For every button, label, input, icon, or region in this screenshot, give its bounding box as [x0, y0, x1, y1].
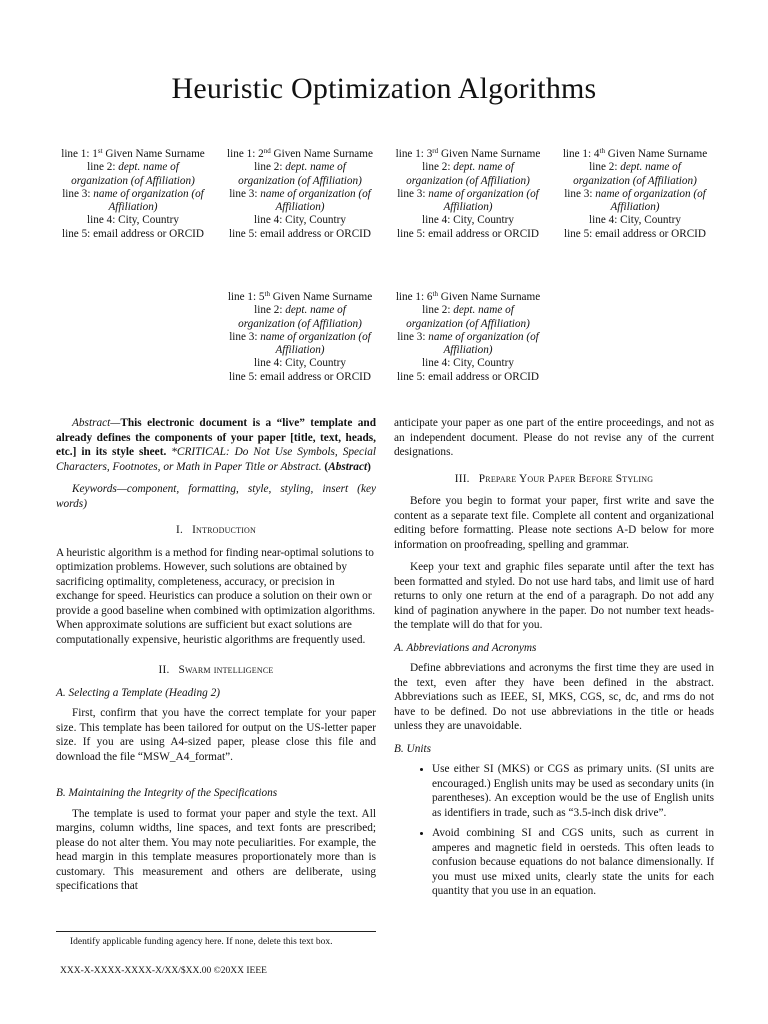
author-line-4: line 4: City, Country — [87, 214, 179, 227]
author-line-5: line 5: email address or ORCID — [229, 227, 371, 240]
author-line-5: line 5: email address or ORCID — [62, 227, 204, 240]
author-line-2b: organization (of Affiliation) — [238, 174, 362, 187]
author-line-1: line 1: 5th Given Name Surname — [227, 290, 373, 303]
author-line-5: line 5: email address or ORCID — [229, 370, 371, 383]
units-list — [394, 762, 714, 899]
introduction-body: A heuristic algorithm is a method for finding near-optimal solutions to optimization problems. However, such solutions are obtained by sacrificing optimality, completeness, accuracy, or precision in exchange for speed. Heuristics can produce a solution on their own or provide a good baseline when combined with optimization algorithms. When approximate solutions are sufficient but exact solutions are computationally expensive, heuristic algorithms are frequently used. — [56, 546, 376, 646]
author-line-1: line 1: 3rd Given Name Surname — [395, 147, 541, 160]
subsection-heading-selecting-template: A. Selecting a Template (Heading 2) — [56, 686, 220, 699]
author-line-3b: Affiliation) — [275, 201, 325, 214]
author-block-2 — [222, 148, 378, 241]
author-line-3: line 3: name of organization (of — [62, 187, 204, 200]
author-line-1: line 1: 4th Given Name Surname — [562, 147, 708, 160]
author-block-6 — [390, 291, 546, 384]
author-line-2: line 2: dept. name of — [254, 161, 346, 174]
author-line-3b: Affiliation) — [108, 201, 158, 214]
author-line-2b: organization (of Affiliation) — [71, 174, 195, 187]
integrity-body-continued: anticipate your paper as one part of the entire proceedings, and not as an independent document. Please do not revise any of the current designations. — [394, 417, 714, 458]
author-line-4: line 4: City, Country — [422, 357, 514, 370]
footnote-divider — [56, 931, 376, 932]
author-line-3: line 3: name of organization (of — [229, 330, 371, 343]
author-line-2b: organization (of Affiliation) — [406, 317, 530, 330]
author-line-4: line 4: City, Country — [422, 214, 514, 227]
author-line-4: line 4: City, Country — [589, 214, 681, 227]
abstract: Abstract—This electronic document is a “live” template and already defines the components of your paper [title, text, heads, etc.] in its style sheet. *CRITICAL: Do Not Use Symbols, Special Characters, Footnotes, or Math in Paper Title or Abstract. (Abstract) — [56, 417, 376, 473]
author-line-2: line 2: dept. name of — [589, 161, 681, 174]
author-line-2b: organization (of Affiliation) — [238, 317, 362, 330]
author-line-3: line 3: name of organization (of — [564, 187, 706, 200]
subsection-heading-abbreviations: A. Abbreviations and Acronyms — [394, 641, 537, 654]
author-line-2: line 2: dept. name of — [422, 161, 514, 174]
author-line-3: line 3: name of organization (of — [397, 187, 539, 200]
author-line-2b: organization (of Affiliation) — [406, 174, 530, 187]
section-heading-introduction: I. Introduction — [175, 524, 256, 536]
author-line-1: line 1: 6th Given Name Surname — [395, 290, 541, 303]
author-line-5: line 5: email address or ORCID — [564, 227, 706, 240]
author-line-5: line 5: email address or ORCID — [397, 227, 539, 240]
prepare-paragraph-1: Before you begin to format your paper, first write and save the content as a separate text file. Complete all content and organizational editing before formatting. Please note sections A-D below for more information on proofreading, spelling and grammar. — [394, 495, 714, 551]
author-line-3b: Affiliation) — [275, 344, 325, 357]
author-line-3b: Affiliation) — [443, 201, 493, 214]
author-line-4: line 4: City, Country — [254, 214, 346, 227]
author-line-3: line 3: name of organization (of — [229, 187, 371, 200]
section-heading-prepare: III. Prepare Your Paper Before Styling — [454, 472, 654, 485]
author-block-3 — [390, 148, 546, 241]
list-item: • Avoid combining SI and CGS units, such as current in amperes and magnetic field in oersteds. This often leads to confusion because equations do not balance dimensionally. If you must use mixed units, clearly state the units for each quantity that you use in an equation. — [432, 826, 714, 899]
abbreviations-body: Define abbreviations and acronyms the first time they are used in the text, even after they have been defined in the abstract. Abbreviations such as IEEE, SI, MKS, CGS, sc, dc, and rms do not have to be defined. Do not use abbreviations in the title or heads unless they are unavoidable. — [394, 662, 714, 732]
right-column — [394, 416, 714, 905]
author-line-5: line 5: email address or ORCID — [397, 370, 539, 383]
section-heading-swarm: II. Swarm intelligence — [158, 664, 274, 676]
keywords: Keywords—component, formatting, style, styling, insert (key words) — [56, 483, 376, 510]
author-line-2: line 2: dept. name of — [422, 304, 514, 317]
integrity-body: The template is used to format your paper and style the text. All margins, column widths, line spaces, and text fonts are prescribed; please do not alter them. You may note peculiarities. For example, the head margin in this template measures proportionately more than is customary. This measurement and others are deliberate, using specifications that — [56, 807, 376, 892]
funding-footnote: Identify applicable funding agency here. If none, delete this text box. — [70, 937, 333, 947]
subsection-heading-integrity: B. Maintaining the Integrity of the Specifications — [56, 787, 278, 799]
author-line-1: line 1: 2nd Given Name Surname — [227, 147, 373, 160]
author-line-4: line 4: City, Country — [254, 357, 346, 370]
author-block-5 — [222, 291, 378, 384]
author-line-2: line 2: dept. name of — [87, 161, 179, 174]
left-column — [56, 416, 376, 894]
author-line-1: line 1: 1st Given Name Surname — [61, 147, 205, 160]
author-line-3b: Affiliation) — [443, 344, 493, 357]
paper-title: Heuristic Optimization Algorithms — [171, 72, 597, 105]
selecting-template-body: First, confirm that you have the correct template for your paper size. This template has been tailored for output on the US-letter paper size. If you are using A4-sized paper, please close this file and download the file “MSW_A4_format”. — [56, 707, 376, 763]
author-block-4 — [557, 148, 713, 241]
list-item: • Use either SI (MKS) or CGS as primary units. (SI units are encouraged.) English units may be used as secondary units (in parentheses). An exception would be the use of English units as identifiers in trade, such as “3.5-inch disk drive”. — [432, 762, 714, 820]
author-block-1 — [55, 148, 211, 241]
subsection-heading-units: B. Units — [394, 742, 432, 755]
copyright-notice: XXX-X-XXXX-XXXX-X/XX/$XX.00 ©20XX IEEE — [60, 966, 267, 976]
author-line-2b: organization (of Affiliation) — [573, 174, 697, 187]
author-line-3: line 3: name of organization (of — [397, 330, 539, 343]
author-line-2: line 2: dept. name of — [254, 304, 346, 317]
prepare-paragraph-2: Keep your text and graphic files separate until after the text has been formatted and styled. Do not use hard tabs, and limit use of hard returns to only one return at the end of a paragraph. Do not add any kind of pagination anywhere in the paper. Do not number text heads-the template will do that for you. — [394, 561, 714, 631]
author-line-3b: Affiliation) — [610, 201, 660, 214]
